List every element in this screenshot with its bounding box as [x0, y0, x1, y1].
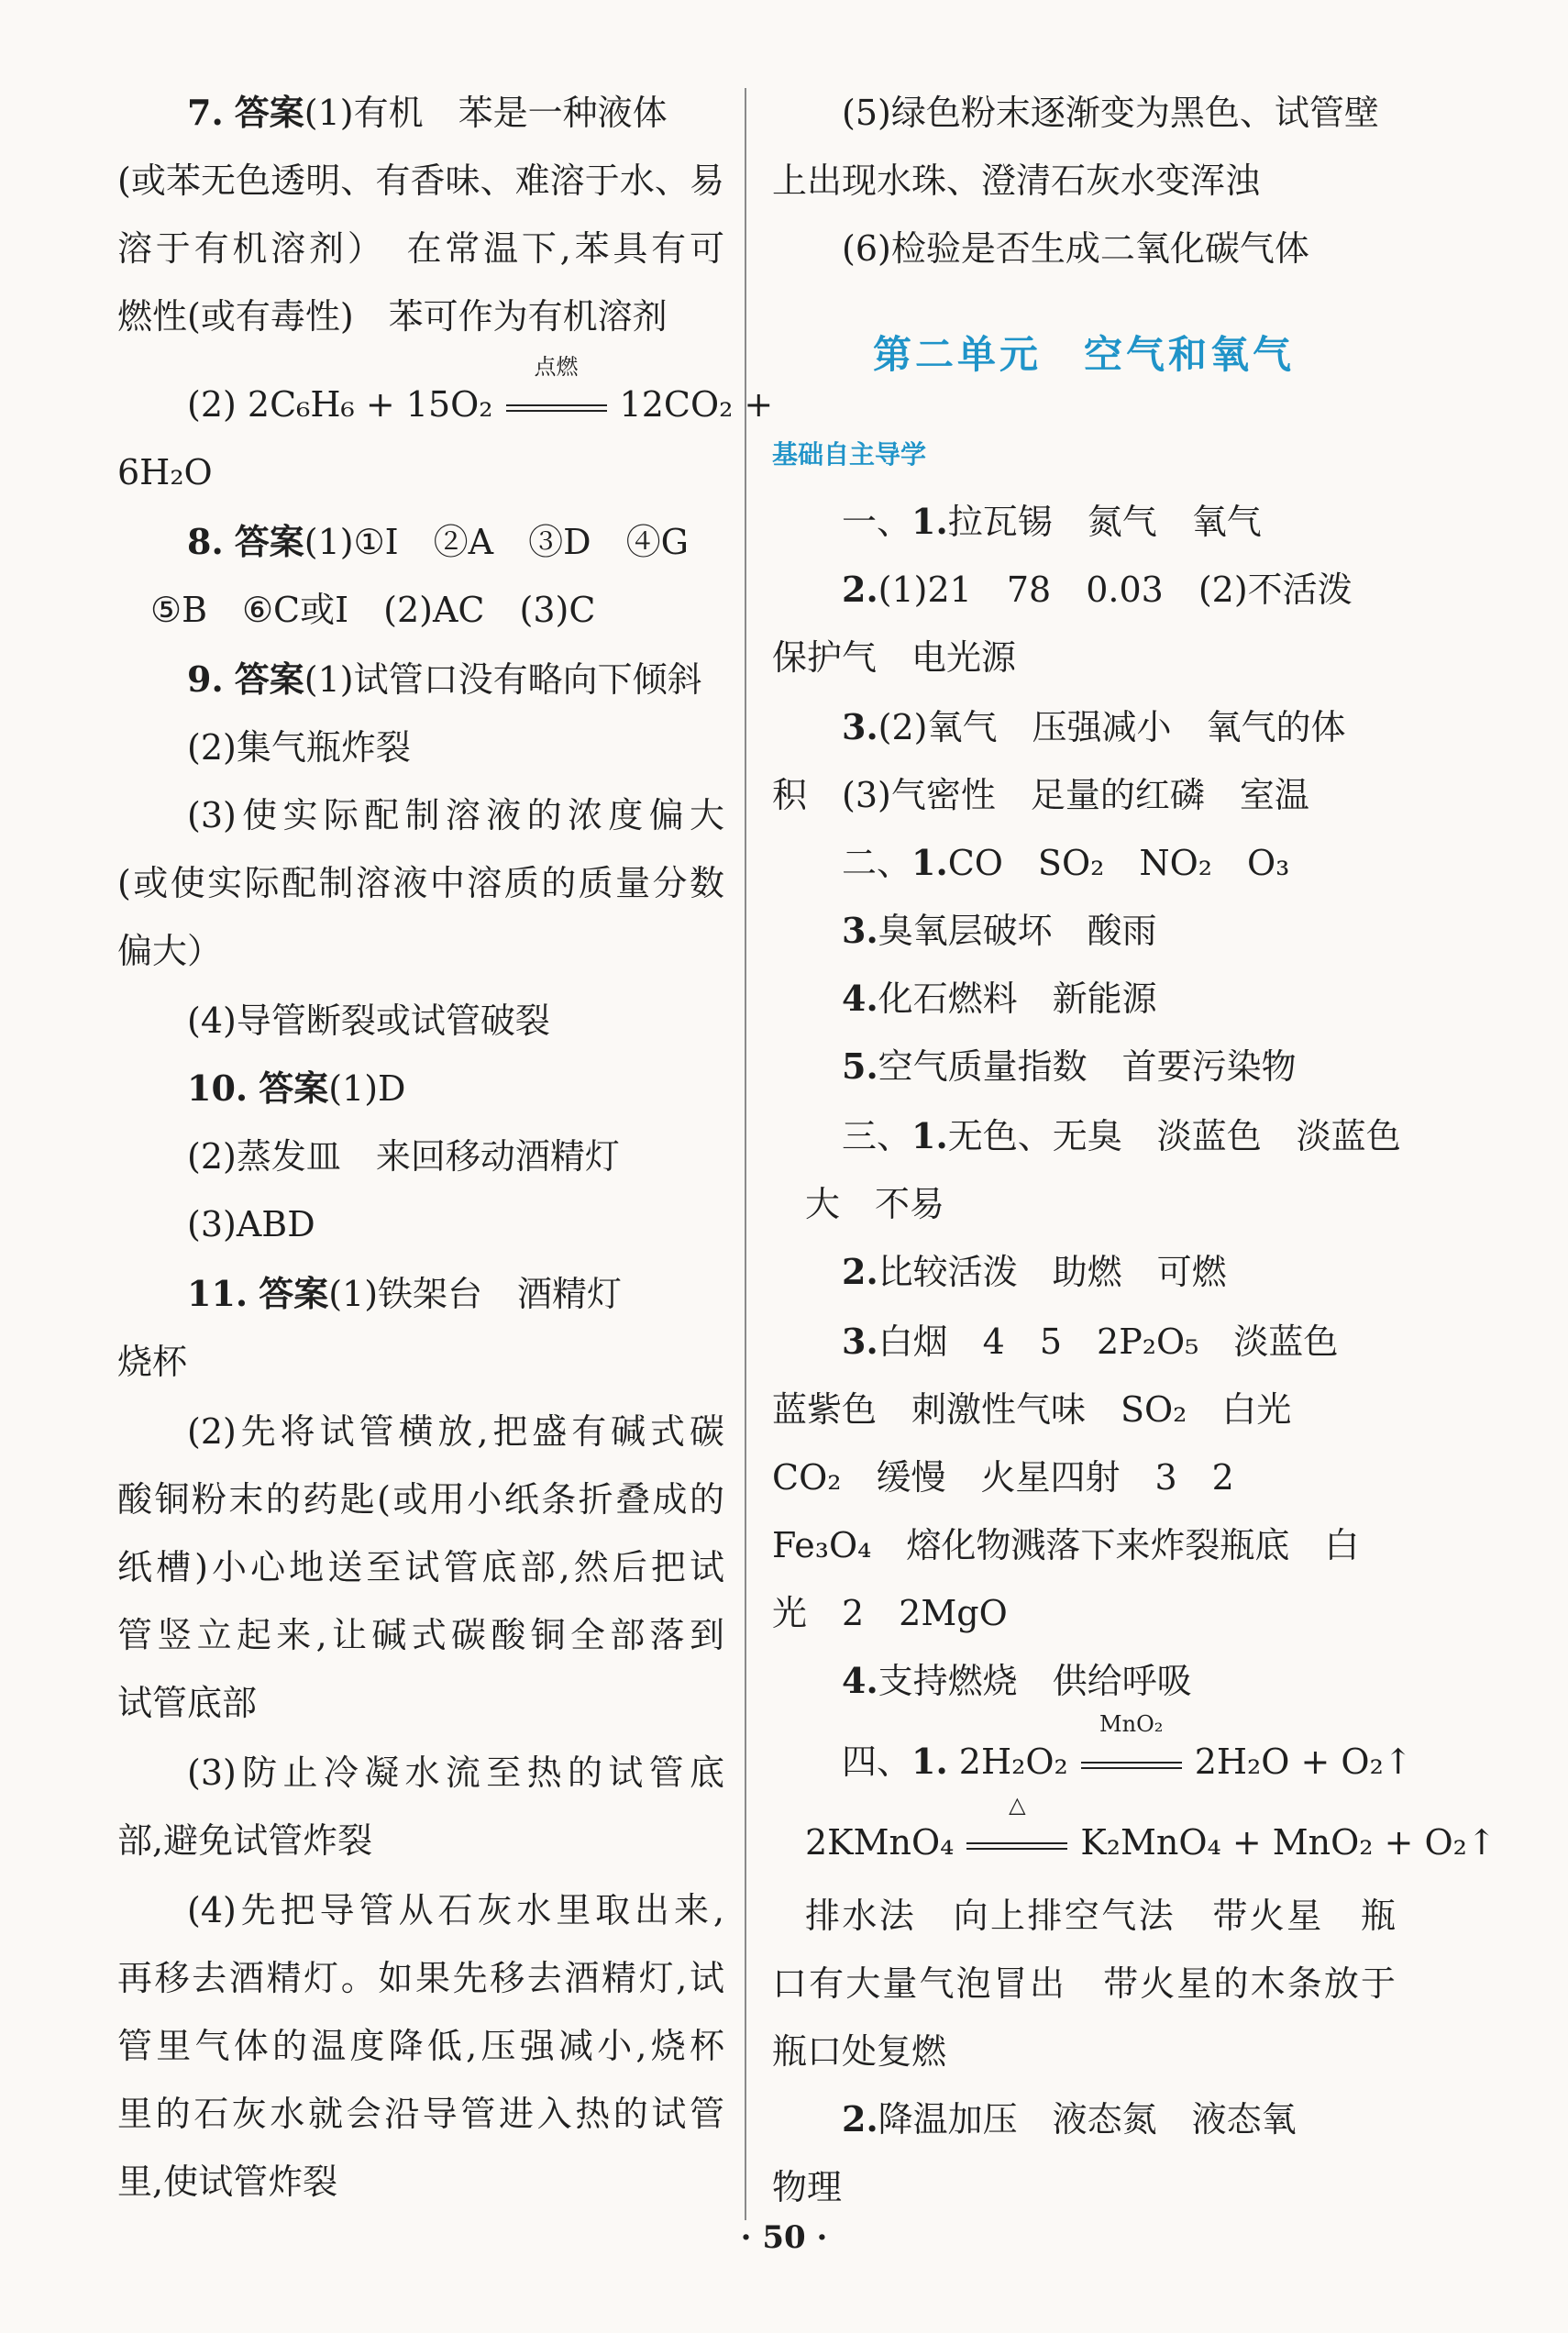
s1-line-3: 保护气 电光源: [772, 637, 1017, 678]
q9-line-1: 9. 答案(1)试管口没有略向下倾斜: [187, 658, 702, 700]
q10-line-2: (2)蒸发皿 来回移动酒精灯: [187, 1136, 620, 1177]
q7-line-4: 燃性(或有毒性) 苯可作为有机溶剂: [117, 296, 668, 337]
s4-line-5: 瓶口处复燃: [772, 2031, 947, 2072]
q11-line-13: 里的石灰水就会沿导管进入热的试管: [117, 2094, 724, 2134]
s4-equation-1: 四、1. 2H₂O₂ MnO₂ 2H₂O + O₂↑: [842, 1711, 1413, 1782]
s2-line-4: 5.空气质量指数 首要污染物: [842, 1045, 1297, 1087]
q11-line-8: (3)防止冷凝水流至热的试管底: [187, 1753, 724, 1793]
q11-line-4: 酸铜粉末的药匙(或用小纸条折叠成的: [117, 1479, 724, 1520]
q11-line-6: 管竖立起来,让碱式碳酸铜全部落到: [117, 1615, 724, 1655]
s3-line-4: 3.白烟 4 5 2P₂O₅ 淡蓝色: [842, 1321, 1339, 1362]
s4-equation-2: 2KMnO₄ △ K₂MnO₄ + MnO₂ + O₂↑: [805, 1792, 1496, 1863]
section-title: 第二单元 空气和氧气: [872, 332, 1295, 377]
q11-line-9: 部,避免试管炸裂: [117, 1820, 373, 1861]
q7-equation: (2) 2C₆H₆ + 15O₂ 点燃 12CO₂ +: [187, 354, 774, 425]
s1-line-2: 2.(1)21 78 0.03 (2)不活泼: [842, 569, 1353, 610]
s1-line-1: 一、1.拉瓦锡 氮气 氧气: [842, 501, 1262, 542]
q8-line-1: 8. 答案(1)①I ②A ③D ④G: [187, 521, 689, 562]
s1-line-5: 积 (3)气密性 足量的红磷 室温: [772, 775, 1309, 815]
q11-line-5: 纸槽)小心地送至试管底部,然后把试: [117, 1547, 724, 1587]
q10-line-3: (3)ABD: [187, 1204, 315, 1244]
top-line-3: (6)检验是否生成二氧化碳气体: [842, 228, 1309, 269]
page-number: · 50 ·: [740, 2219, 828, 2256]
s2-line-3: 4.化石燃料 新能源: [842, 978, 1157, 1019]
s3-line-9: 4.支持燃烧 供给呼吸: [842, 1660, 1192, 1701]
q11-line-10: (4)先把导管从石灰水里取出来,: [187, 1890, 724, 1930]
q11-line-7: 试管底部: [117, 1683, 258, 1723]
subsection-title: 基础自主导学: [772, 439, 927, 470]
s4-line-7: 物理: [772, 2167, 843, 2207]
q9-line-3: (3)使实际配制溶液的浓度偏大: [187, 795, 724, 835]
s3-line-5: 蓝紫色 刺激性气味 SO₂ 白光: [772, 1389, 1292, 1430]
q10-line-1: 10. 答案(1)D: [187, 1067, 406, 1109]
q11-line-3: (2)先将试管横放,把盛有碱式碳: [187, 1411, 724, 1452]
s2-line-1: 二、1.CO SO₂ NO₂ O₃: [842, 842, 1290, 883]
q11-line-1: 11. 答案(1)铁架台 酒精灯: [187, 1273, 623, 1314]
s3-line-2: 大 不易: [805, 1184, 945, 1224]
s3-line-3: 2.比较活泼 助燃 可燃: [842, 1251, 1227, 1292]
q11-line-11: 再移去酒精灯。如果先移去酒精灯,试: [117, 1958, 724, 1998]
q11-line-2: 烧杯: [117, 1342, 188, 1382]
q7-line-3: 溶于有机溶剂） 在常温下,苯具有可: [117, 228, 724, 269]
q7-line-1: 7. 答案(1)有机 苯是一种液体: [187, 92, 668, 133]
q9-line-5: 偏大）: [117, 931, 223, 971]
q7-equation-cont: 6H₂O: [117, 452, 213, 492]
q9-line-4: (或使实际配制溶液中溶质的质量分数: [117, 863, 724, 903]
top-line-1: (5)绿色粉末逐渐变为黑色、试管壁: [842, 93, 1379, 133]
s3-line-8: 光 2 2MgO: [772, 1593, 1008, 1633]
s3-line-7: Fe₃O₄ 熔化物溅落下来炸裂瓶底 白: [772, 1525, 1360, 1565]
q11-line-12: 管里气体的温度降低,压强减小,烧杯: [117, 2026, 724, 2066]
s4-line-6: 2.降温加压 液态氮 液态氧: [842, 2098, 1297, 2140]
q11-line-14: 里,使试管炸裂: [117, 2162, 338, 2202]
s2-line-2: 3.臭氧层破坏 酸雨: [842, 910, 1157, 951]
s3-line-1: 三、1.无色、无臭 淡蓝色 淡蓝色: [842, 1115, 1401, 1156]
q7-line-2: (或苯无色透明、有香味、难溶于水、易: [117, 160, 724, 201]
s4-line-4: 口有大量气泡冒出 带火星的木条放于: [772, 1963, 1396, 2004]
q9-line-6: (4)导管断裂或试管破裂: [187, 1001, 550, 1041]
s4-line-3: 排水法 向上排空气法 带火星 瓶: [805, 1896, 1396, 1936]
s1-line-4: 3.(2)氧气 压强减小 氧气的体: [842, 706, 1346, 747]
q8-line-2: ⑤B ⑥C或I (2)AC (3)C: [150, 590, 596, 630]
q9-line-2: (2)集气瓶炸裂: [187, 727, 411, 768]
s3-line-6: CO₂ 缓慢 火星四射 3 2: [772, 1457, 1234, 1498]
top-line-2: 上出现水珠、澄清石灰水变浑浊: [772, 160, 1261, 201]
